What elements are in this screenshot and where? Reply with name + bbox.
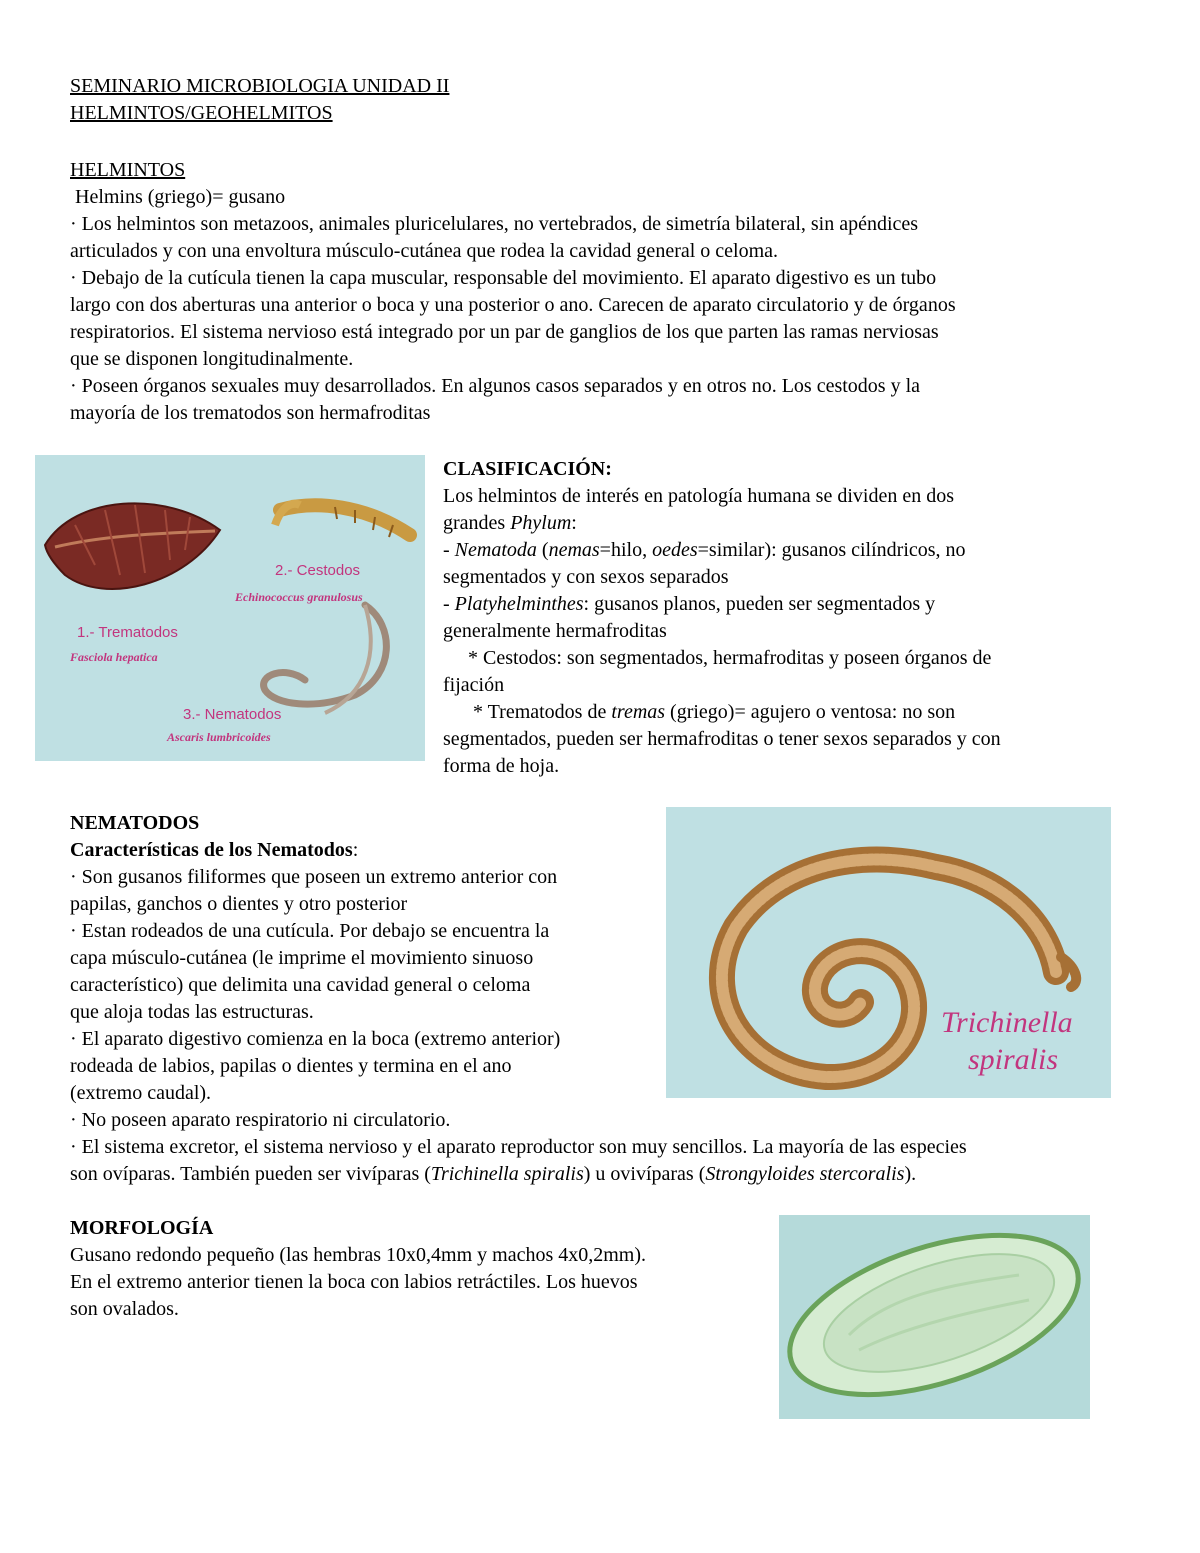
title-line-2: HELMINTOS/GEOHELMITOS — [70, 102, 333, 124]
paragraph-line: Helmins (griego)= gusano — [70, 186, 286, 208]
paragraph-line: · El sistema excretor, el sistema nervioso y el aparato reproductor son muy sencillos. La mayoría de las especies — [70, 1136, 967, 1158]
paragraph-line: segmentados, pueden ser hermafroditas o tener sexos separados y con — [443, 728, 1001, 750]
paragraph-line: grandes Phylum: — [443, 512, 577, 534]
label-fasciola: Fasciola hepatica — [70, 650, 158, 664]
document-title — [70, 73, 449, 127]
egg-figure — [779, 1215, 1090, 1419]
paragraph-line: (extremo caudal). — [70, 1082, 212, 1104]
paragraph-line: * Cestodos: son segmentados, hermafroditas y poseen órganos de — [443, 647, 992, 669]
clasificacion-heading: CLASIFICACIÓN: — [443, 458, 612, 480]
paragraph-line: rodeada de labios, papilas o dientes y termina en el ano — [70, 1055, 512, 1077]
paragraph-line: Los helmintos de interés en patología humana se dividen en dos — [443, 485, 954, 507]
egg-illustration — [779, 1215, 1090, 1419]
paragraph-line: segmentados y con sexos separados — [443, 566, 729, 588]
paragraph-line: * Trematodos de tremas (griego)= agujero o ventosa: no son — [443, 701, 956, 723]
morfologia-heading: MORFOLOGÍA — [70, 1217, 214, 1239]
paragraph-line: · Poseen órganos sexuales muy desarrollados. En algunos casos separados y en otros no. Los cestodos y la — [70, 375, 921, 397]
paragraph-line: respiratorios. El sistema nervioso está integrado por un par de ganglios de los que parten las ramas nerviosas — [70, 321, 939, 343]
paragraph-line: · El aparato digestivo comienza en la boca (extremo anterior) — [70, 1028, 561, 1050]
label-cestodos: 2.- Cestodos — [275, 562, 361, 579]
paragraph-line: · Los helmintos son metazoos, animales pluricelulares, no vertebrados, de simetría bilateral, sin apéndices — [70, 213, 919, 235]
label-trematodos: 1.- Trematodos — [77, 624, 178, 641]
paragraph-line: · Son gusanos filiformes que poseen un extremo anterior con — [70, 866, 558, 888]
paragraph-line: son ovalados. — [70, 1298, 179, 1320]
paragraph-line: fijación — [443, 674, 505, 696]
paragraph-line: capa músculo-cutánea (le imprime el movimiento sinuoso — [70, 947, 534, 969]
paragraph-line: que se disponen longitudinalmente. — [70, 348, 354, 370]
nematodos-section — [70, 810, 967, 1188]
paragraph-line: articulados y con una envoltura músculo-cutánea que rodea la cavidad general o celoma. — [70, 240, 779, 262]
paragraph-line: · Debajo de la cutícula tienen la capa muscular, responsable del movimiento. El aparato digestivo es un tubo — [70, 267, 937, 289]
helminth-illustration — [35, 455, 425, 761]
label-echinococcus: Echinococcus granulosus — [235, 590, 363, 604]
helmintos-heading: HELMINTOS — [70, 159, 186, 181]
paragraph-line: largo con dos aberturas una anterior o boca y una posterior o ano. Carecen de aparato circulatorio y de órganos — [70, 294, 956, 316]
paragraph-line: · Estan rodeados de una cutícula. Por debajo se encuentra la — [70, 920, 550, 942]
morfologia-section — [70, 1215, 646, 1323]
nematodos-subheading: Características de los Nematodos: — [70, 839, 359, 861]
paragraph-line: generalmente hermafroditas — [443, 620, 667, 642]
helminth-types-figure — [35, 455, 425, 761]
paragraph-line: son ovíparas. También pueden ser vivíparas (Trichinella spiralis) u ovivíparas (Strongyloides stercoralis). — [70, 1163, 917, 1185]
title-line-1: SEMINARIO MICROBIOLOGIA UNIDAD II — [70, 75, 450, 97]
paragraph-line: En el extremo anterior tienen la boca con labios retráctiles. Los huevos — [70, 1271, 638, 1293]
paragraph-line: - Platyhelminthes: gusanos planos, pueden ser segmentados y — [443, 593, 936, 615]
label-nematodos: 3.- Nematodos — [183, 706, 282, 723]
paragraph-line: mayoría de los trematodos son hermafroditas — [70, 402, 431, 424]
label-ascaris: Ascaris lumbricoides — [167, 730, 271, 744]
clasificacion-section — [443, 456, 1001, 780]
paragraph-line: que aloja todas las estructuras. — [70, 1001, 314, 1023]
paragraph-line: característico) que delimita una cavidad general o celoma — [70, 974, 531, 996]
paragraph-line: papilas, ganchos o dientes y otro posterior — [70, 893, 408, 915]
label-trichinella: Trichinella — [941, 1006, 1073, 1039]
paragraph-line: · No poseen aparato respiratorio ni circulatorio. — [70, 1109, 451, 1131]
nematodos-heading: NEMATODOS — [70, 812, 200, 834]
paragraph-line: forma de hoja. — [443, 755, 560, 777]
helmintos-section — [70, 157, 956, 427]
paragraph-line: - Nematoda (nemas=hilo, oedes=similar): gusanos cilíndricos, no — [443, 539, 966, 561]
label-spiralis: spiralis — [968, 1043, 1059, 1076]
paragraph-line: Gusano redondo pequeño (las hembras 10x0,4mm y machos 4x0,2mm). — [70, 1244, 647, 1266]
